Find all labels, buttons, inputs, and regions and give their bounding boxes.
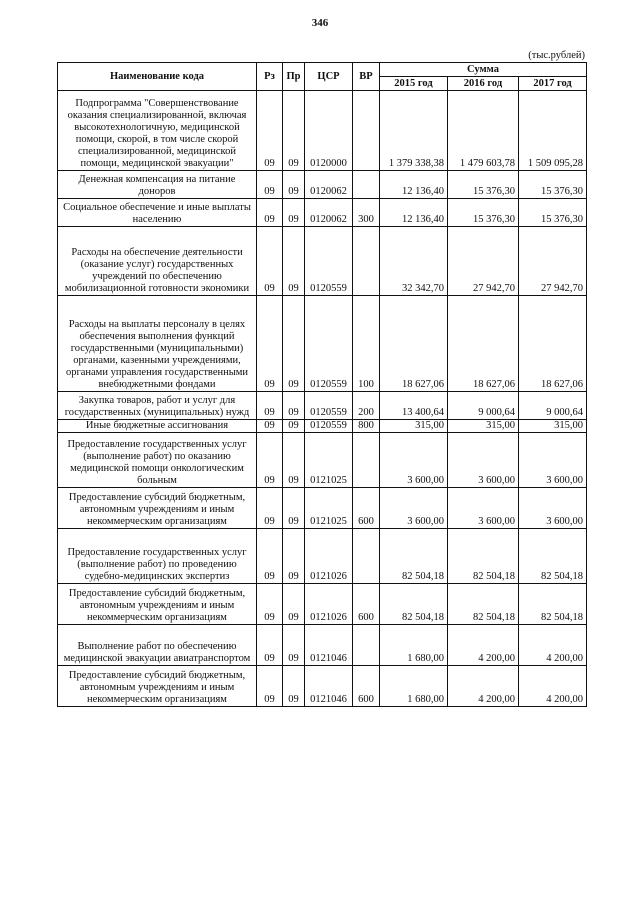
cell-2015: 13 400,64 bbox=[380, 392, 448, 420]
cell-2016: 3 600,00 bbox=[448, 488, 519, 529]
cell-rz: 09 bbox=[257, 171, 283, 199]
header-name: Наименование кода bbox=[58, 63, 257, 91]
cell-2017: 15 376,30 bbox=[519, 171, 587, 199]
cell-2015: 12 136,40 bbox=[380, 199, 448, 227]
cell-csr: 0121025 bbox=[305, 488, 353, 529]
cell-rz: 09 bbox=[257, 227, 283, 296]
header-2016: 2016 год bbox=[448, 77, 519, 91]
page-number: 346 bbox=[311, 17, 329, 29]
header-pr: Пр bbox=[283, 63, 305, 91]
cell-name: Предоставление субсидий бюджетным, автономным учреждениям и иным некоммерческим организациям bbox=[58, 666, 257, 707]
cell-name: Выполнение работ по обеспечению медицинской эвакуации авиатранспортом bbox=[58, 625, 257, 666]
cell-name: Расходы на выплаты персоналу в целях обеспечения выполнения функций государственными (муниципальными) органами, казенными учреждениями, органами управления государственными внебюджетными фондами bbox=[58, 296, 257, 392]
header-rz: Рз bbox=[257, 63, 283, 91]
cell-csr: 0121025 bbox=[305, 433, 353, 488]
cell-pr: 09 bbox=[283, 392, 305, 420]
cell-vr bbox=[353, 529, 380, 584]
cell-2017: 4 200,00 bbox=[519, 625, 587, 666]
cell-vr: 600 bbox=[353, 666, 380, 707]
cell-pr: 09 bbox=[283, 529, 305, 584]
table-row bbox=[58, 433, 587, 488]
cell-pr: 09 bbox=[283, 91, 305, 171]
table-row bbox=[58, 392, 587, 420]
cell-2015: 18 627,06 bbox=[380, 296, 448, 392]
cell-2016: 4 200,00 bbox=[448, 625, 519, 666]
cell-2016: 15 376,30 bbox=[448, 199, 519, 227]
cell-csr: 0121046 bbox=[305, 666, 353, 707]
cell-csr: 0121026 bbox=[305, 529, 353, 584]
cell-csr: 0121046 bbox=[305, 625, 353, 666]
cell-rz: 09 bbox=[257, 488, 283, 529]
cell-vr: 200 bbox=[353, 392, 380, 420]
cell-name: Социальное обеспечение и иные выплаты населению bbox=[58, 199, 257, 227]
cell-2015: 1 379 338,38 bbox=[380, 91, 448, 171]
cell-csr: 0120062 bbox=[305, 171, 353, 199]
cell-vr bbox=[353, 625, 380, 666]
cell-vr bbox=[353, 227, 380, 296]
cell-2016: 82 504,18 bbox=[448, 584, 519, 625]
cell-csr: 0120062 bbox=[305, 199, 353, 227]
cell-pr: 09 bbox=[283, 227, 305, 296]
cell-pr: 09 bbox=[283, 199, 305, 227]
table-row bbox=[58, 199, 587, 227]
header-2017: 2017 год bbox=[519, 77, 587, 91]
cell-2016: 18 627,06 bbox=[448, 296, 519, 392]
cell-rz: 09 bbox=[257, 529, 283, 584]
cell-rz: 09 bbox=[257, 666, 283, 707]
cell-name: Предоставление субсидий бюджетным, автономным учреждениям и иным некоммерческим организациям bbox=[58, 584, 257, 625]
cell-rz: 09 bbox=[257, 625, 283, 666]
cell-2016: 27 942,70 bbox=[448, 227, 519, 296]
table-row bbox=[58, 584, 587, 625]
cell-2015: 82 504,18 bbox=[380, 529, 448, 584]
cell-name: Расходы на обеспечение деятельности (оказание услуг) государственных учреждений по обеспечению мобилизационной готовности экономики bbox=[58, 227, 257, 296]
cell-csr: 0120000 bbox=[305, 91, 353, 171]
cell-pr: 09 bbox=[283, 433, 305, 488]
cell-2015: 1 680,00 bbox=[380, 666, 448, 707]
cell-name: Предоставление субсидий бюджетным, автономным учреждениям и иным некоммерческим организациям bbox=[58, 488, 257, 529]
cell-2017: 18 627,06 bbox=[519, 296, 587, 392]
header-vr: ВР bbox=[353, 63, 380, 91]
cell-name: Денежная компенсация на питание доноров bbox=[58, 171, 257, 199]
cell-rz: 09 bbox=[257, 296, 283, 392]
cell-2015: 3 600,00 bbox=[380, 433, 448, 488]
table-row bbox=[58, 171, 587, 199]
header-2015: 2015 год bbox=[380, 77, 448, 91]
cell-vr: 600 bbox=[353, 488, 380, 529]
cell-2017: 27 942,70 bbox=[519, 227, 587, 296]
cell-rz: 09 bbox=[257, 584, 283, 625]
table-row bbox=[58, 666, 587, 707]
cell-2016: 315,00 bbox=[448, 420, 519, 433]
cell-2017: 9 000,64 bbox=[519, 392, 587, 420]
cell-2017: 15 376,30 bbox=[519, 199, 587, 227]
table-row bbox=[58, 488, 587, 529]
table-body bbox=[58, 91, 587, 707]
cell-vr bbox=[353, 171, 380, 199]
cell-vr: 600 bbox=[353, 584, 380, 625]
cell-rz: 09 bbox=[257, 420, 283, 433]
table-row bbox=[58, 529, 587, 584]
cell-2016: 82 504,18 bbox=[448, 529, 519, 584]
cell-pr: 09 bbox=[283, 420, 305, 433]
cell-vr: 300 bbox=[353, 199, 380, 227]
cell-pr: 09 bbox=[283, 171, 305, 199]
cell-2016: 3 600,00 bbox=[448, 433, 519, 488]
cell-2015: 82 504,18 bbox=[380, 584, 448, 625]
cell-pr: 09 bbox=[283, 584, 305, 625]
cell-rz: 09 bbox=[257, 91, 283, 171]
cell-2015: 3 600,00 bbox=[380, 488, 448, 529]
cell-2016: 15 376,30 bbox=[448, 171, 519, 199]
cell-2017: 82 504,18 bbox=[519, 529, 587, 584]
cell-2015: 32 342,70 bbox=[380, 227, 448, 296]
table-row bbox=[58, 227, 587, 296]
cell-2017: 315,00 bbox=[519, 420, 587, 433]
cell-rz: 09 bbox=[257, 392, 283, 420]
header-csr: ЦСР bbox=[305, 63, 353, 91]
cell-name: Закупка товаров, работ и услуг для государственных (муниципальных) нужд bbox=[58, 392, 257, 420]
cell-csr: 0121026 bbox=[305, 584, 353, 625]
cell-2017: 82 504,18 bbox=[519, 584, 587, 625]
cell-name: Подпрограмма "Совершенствование оказания специализированной, включая высокотехнологичную, медицинской помощи, скорой, в том числе скорой специализированной, медицинской помощи, медицинской эвакуации" bbox=[58, 91, 257, 171]
cell-pr: 09 bbox=[283, 296, 305, 392]
cell-vr bbox=[353, 91, 380, 171]
cell-csr: 0120559 bbox=[305, 392, 353, 420]
cell-vr: 100 bbox=[353, 296, 380, 392]
table-row bbox=[58, 91, 587, 171]
cell-2017: 3 600,00 bbox=[519, 433, 587, 488]
table-row bbox=[58, 420, 587, 433]
cell-2017: 1 509 095,28 bbox=[519, 91, 587, 171]
table-row bbox=[58, 296, 587, 392]
units-label: (тыс.рублей) bbox=[528, 50, 585, 61]
cell-rz: 09 bbox=[257, 199, 283, 227]
cell-2015: 12 136,40 bbox=[380, 171, 448, 199]
cell-csr: 0120559 bbox=[305, 296, 353, 392]
cell-name: Иные бюджетные ассигнования bbox=[58, 420, 257, 433]
cell-rz: 09 bbox=[257, 433, 283, 488]
cell-name: Предоставление государственных услуг (выполнение работ) по оказанию медицинской помощи онкологическим больным bbox=[58, 433, 257, 488]
cell-2017: 4 200,00 bbox=[519, 666, 587, 707]
header-sum: Сумма bbox=[380, 63, 587, 77]
cell-csr: 0120559 bbox=[305, 227, 353, 296]
cell-csr: 0120559 bbox=[305, 420, 353, 433]
cell-2017: 3 600,00 bbox=[519, 488, 587, 529]
budget-table bbox=[57, 62, 587, 707]
cell-pr: 09 bbox=[283, 666, 305, 707]
cell-vr: 800 bbox=[353, 420, 380, 433]
table-row bbox=[58, 625, 587, 666]
cell-pr: 09 bbox=[283, 625, 305, 666]
cell-2016: 1 479 603,78 bbox=[448, 91, 519, 171]
cell-2016: 4 200,00 bbox=[448, 666, 519, 707]
cell-2015: 1 680,00 bbox=[380, 625, 448, 666]
cell-pr: 09 bbox=[283, 488, 305, 529]
cell-2016: 9 000,64 bbox=[448, 392, 519, 420]
cell-2015: 315,00 bbox=[380, 420, 448, 433]
cell-name: Предоставление государственных услуг (выполнение работ) по проведению судебно-медицинских экспертиз bbox=[58, 529, 257, 584]
cell-vr bbox=[353, 433, 380, 488]
